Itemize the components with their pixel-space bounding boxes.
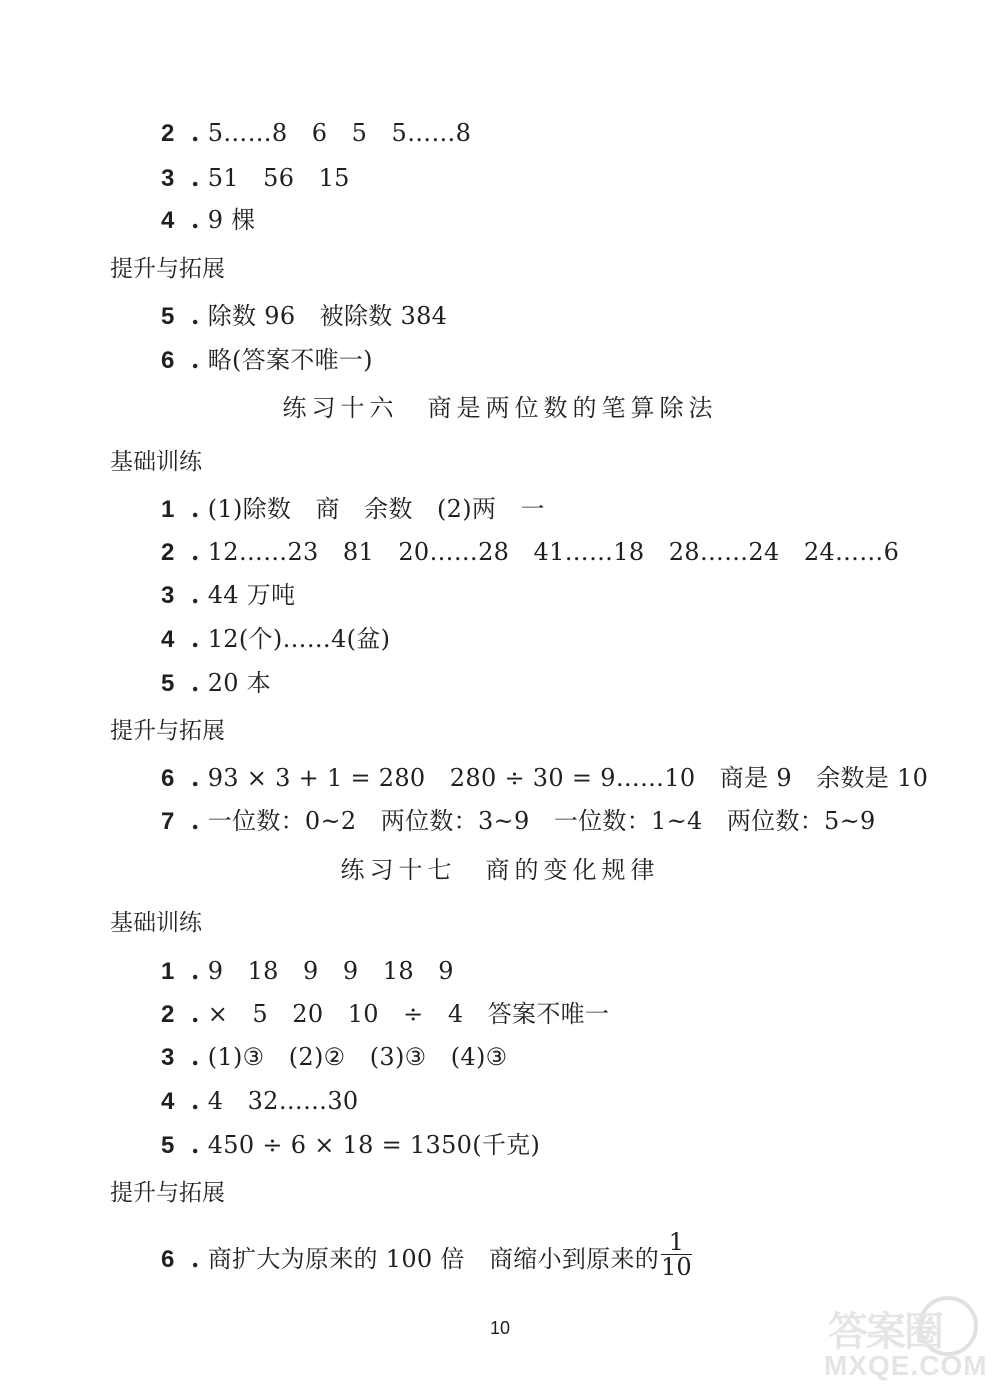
item-number: 5 — [161, 1132, 175, 1159]
section-heading: 基础训练 — [110, 910, 202, 936]
watermark-bottom: MXQE.COM — [824, 1350, 988, 1381]
item-number: 2 — [161, 539, 175, 566]
item-text: 44 万吨 — [207, 581, 296, 609]
item-number: 2 — [161, 120, 175, 147]
item-text: 450 ÷ 6 × 18 = 1350(千克) — [207, 1131, 541, 1159]
list-item: 6 . 93 × 3 + 1 = 280 280 ÷ 30 = 9……10 商是 9 余数是 10 — [161, 763, 929, 792]
section-heading: 基础训练 — [110, 449, 202, 475]
item-number: 3 — [161, 165, 175, 192]
list-item: 1 . 9 18 9 9 18 9 — [161, 956, 454, 985]
item-text: 9 棵 — [207, 206, 256, 234]
list-item: 4 . 9 棵 — [161, 205, 256, 234]
fraction — [661, 1230, 692, 1279]
item-text: 9 18 9 9 18 9 — [207, 957, 454, 985]
list-item: 3 . (1)③ (2)② (3)③ (4)③ — [161, 1042, 508, 1071]
list-item: 4 . 12(个)……4(盆) — [161, 624, 391, 653]
item-text: 20 本 — [207, 669, 272, 697]
watermark — [820, 1296, 990, 1388]
item-text: 一位数：0~2 两位数：3~9 一位数：1~4 两位数：5~9 — [207, 807, 876, 835]
item-number: 2 — [161, 1001, 175, 1028]
item-text: 略(答案不唯一) — [207, 346, 373, 374]
item-text: 4 32……30 — [207, 1087, 359, 1115]
list-item: 7 . 一位数：0~2 两位数：3~9 一位数：1~4 两位数：5~9 — [161, 806, 876, 835]
item-text: 商扩大为原来的 100 倍 商缩小到原来的 — [207, 1245, 660, 1273]
list-item: 6 . 商扩大为原来的 100 倍 商缩小到原来的 $\frac{1}{10}$ — [161, 1228, 692, 1281]
fraction-numerator: 1 — [661, 1230, 692, 1255]
item-number: 4 — [161, 626, 175, 653]
item-text: 12……23 81 20……28 41……18 28……24 24……6 — [207, 538, 900, 566]
item-number: 6 — [161, 765, 175, 792]
item-number: 3 — [161, 1044, 175, 1071]
watermark-top: 答案圈 — [828, 1309, 942, 1355]
item-text: (1)③ (2)② (3)③ (4)③ — [207, 1043, 508, 1071]
list-item: 1 . (1)除数 商 余数 (2)两 一 — [161, 494, 545, 523]
item-text: 51 56 15 — [207, 164, 350, 192]
section-heading: 提升与拓展 — [110, 256, 225, 282]
item-number: 4 — [161, 207, 175, 234]
list-item: 3 . 44 万吨 — [161, 580, 296, 609]
list-item: 4 . 4 32……30 — [161, 1086, 359, 1115]
list-item: 5 . 450 ÷ 6 × 18 = 1350(千克) — [161, 1130, 541, 1159]
item-number: 1 — [161, 496, 175, 523]
item-text: 93 × 3 + 1 = 280 280 ÷ 30 = 9……10 商是 9 余数是 10 — [207, 764, 929, 792]
exercise-title: 练习十六 商是两位数的笔算除法 — [282, 394, 718, 422]
item-number: 6 — [161, 347, 175, 374]
section-heading: 提升与拓展 — [110, 718, 225, 744]
item-number: 1 — [161, 958, 175, 985]
list-item: 5 . 除数 96 被除数 384 — [161, 301, 448, 330]
list-item: 6 . 略(答案不唯一) — [161, 345, 373, 374]
item-number: 5 — [161, 670, 175, 697]
section-heading: 提升与拓展 — [110, 1180, 225, 1206]
list-item: 2 . 5……8 6 5 5……8 — [161, 118, 472, 147]
fraction-denominator: 10 — [661, 1253, 692, 1281]
item-number: 4 — [161, 1088, 175, 1115]
item-text: (1)除数 商 余数 (2)两 一 — [207, 495, 545, 523]
item-text: × 5 20 10 ÷ 4 答案不唯一 — [207, 1000, 610, 1028]
list-item: 5 . 20 本 — [161, 668, 272, 697]
item-number: 5 — [161, 303, 175, 330]
list-item: 2 . × 5 20 10 ÷ 4 答案不唯一 — [161, 999, 610, 1028]
list-item: 2 . 12……23 81 20……28 41……18 28……24 24……6 — [161, 537, 900, 566]
item-number: 6 — [161, 1246, 175, 1273]
item-text: 除数 96 被除数 384 — [207, 302, 448, 330]
item-text: 5……8 6 5 5……8 — [207, 119, 472, 147]
list-item: 3 . 51 56 15 — [161, 163, 350, 192]
exercise-title: 练习十七 商的变化规律 — [340, 856, 660, 884]
item-number: 3 — [161, 582, 175, 609]
item-text: 12(个)……4(盆) — [207, 625, 391, 653]
item-number: 7 — [161, 808, 175, 835]
page-number: 10 — [489, 1318, 511, 1338]
